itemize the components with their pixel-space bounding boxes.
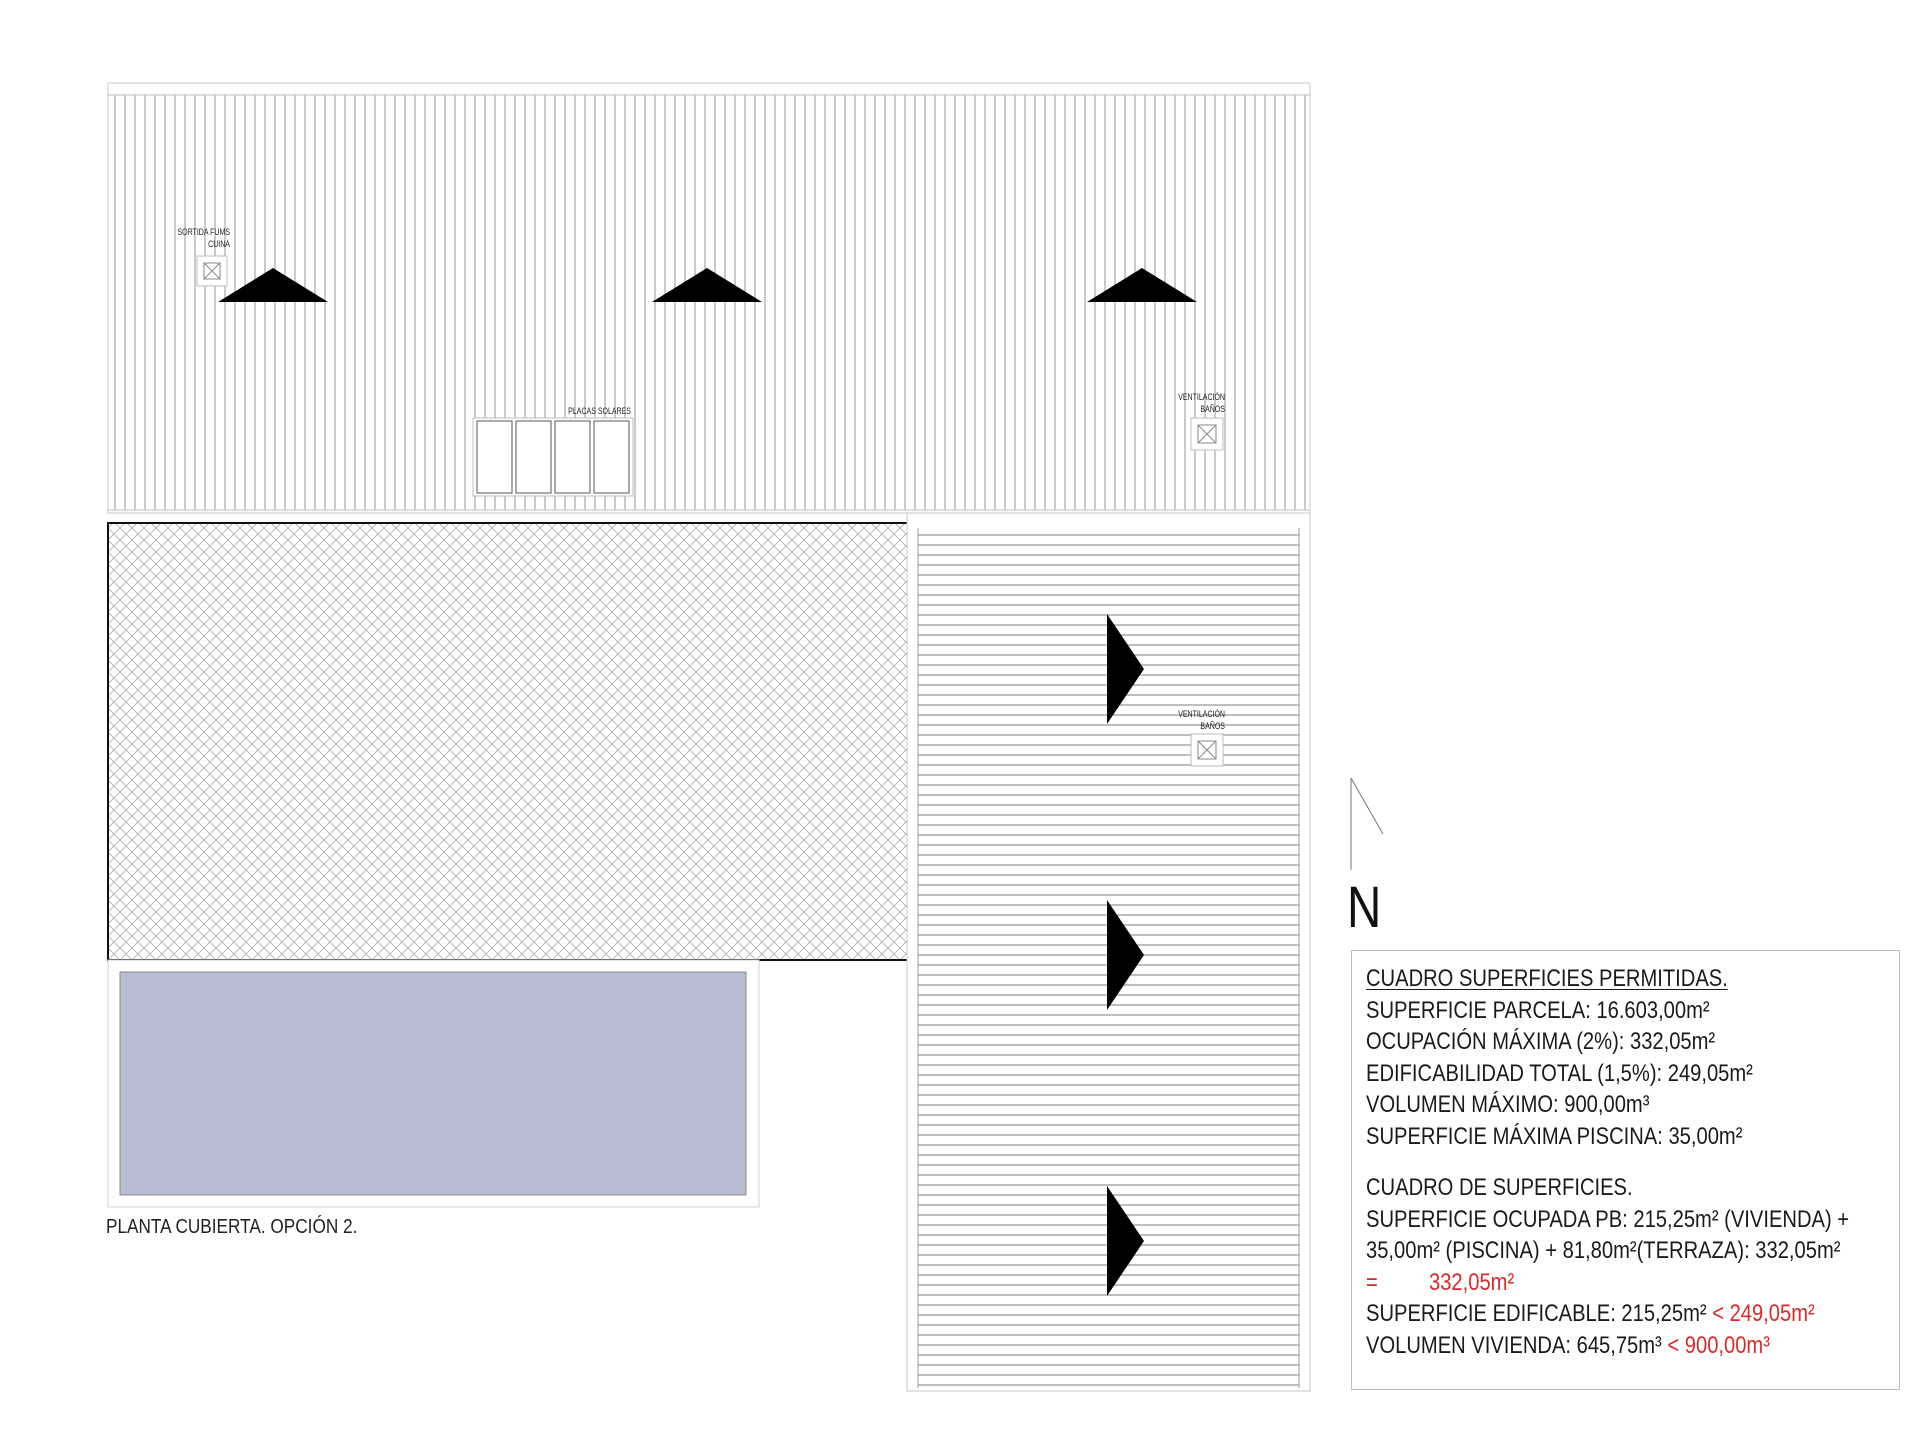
flat-roof-crosshatch (108, 523, 909, 960)
pool (108, 960, 759, 1207)
occupied-total-line (1366, 1267, 1814, 1299)
equals-sign: = (1366, 1268, 1378, 1296)
occupied-surface-line-2: 35,00m² (PISCINA) + 81,80m²(TERRAZA): 332,05m² (1366, 1237, 1841, 1264)
kitchen-smoke-outlet-icon (197, 256, 227, 286)
bathroom-vent-side-icon (1191, 734, 1223, 766)
surfaces-title: CUADRO DE SUPERFICIES. (1366, 1174, 1633, 1201)
dwelling-volume-compare: < 900,00m³ (1667, 1331, 1770, 1359)
buildable-surface-line (1366, 1298, 1814, 1330)
bathroom-vent-top-icon (1191, 418, 1223, 450)
permitted-line: OCUPACIÓN MÁXIMA (2%): 332,05m² (1366, 1028, 1716, 1055)
label-bathroom-vent-side: VENTILACIÓN BAÑOS (1178, 709, 1225, 731)
north-arrow-line (1351, 778, 1383, 870)
label-solar-panels: PLACAS SOLARES (568, 406, 631, 416)
surfaces-table (1351, 950, 1900, 1390)
buildable-surface-label: SUPERFICIE EDIFICABLE: 215,25m² (1366, 1300, 1707, 1327)
permitted-surfaces-title: CUADRO SUPERFICIES PERMITIDAS. (1366, 965, 1728, 992)
permitted-line: SUPERFICIE MÁXIMA PISCINA: 35,00m² (1366, 1122, 1743, 1150)
occupied-surface-line-1: SUPERFICIE OCUPADA PB: 215,25m² (VIVIENDA) + (1366, 1205, 1850, 1233)
buildable-surface-compare: < 249,05m² (1712, 1300, 1815, 1327)
dwelling-volume-label: VOLUMEN VIVIENDA: 645,75m³ (1366, 1331, 1662, 1359)
drawing-caption: PLANTA CUBIERTA. OPCIÓN 2. (106, 1216, 358, 1238)
label-kitchen-smoke-outlet: SORTIDA FUMS CUINA (177, 227, 230, 249)
permitted-line: VOLUMEN MÁXIMO: 900,00m³ (1366, 1091, 1650, 1118)
solar-panels (473, 418, 633, 496)
label-bathroom-vent-top: VENTILACIÓN BAÑOS (1178, 392, 1225, 414)
permitted-line: SUPERFICIE PARCELA: 16.603,00m² (1366, 996, 1710, 1024)
dwelling-volume-line (1366, 1330, 1814, 1362)
spacer (1366, 1152, 1899, 1172)
permitted-line: EDIFICABILIDAD TOTAL (1,5%): 249,05m² (1366, 1059, 1753, 1087)
north-indicator-letter: N (1347, 875, 1382, 940)
occupied-total-value: 332,05m² (1429, 1268, 1515, 1296)
